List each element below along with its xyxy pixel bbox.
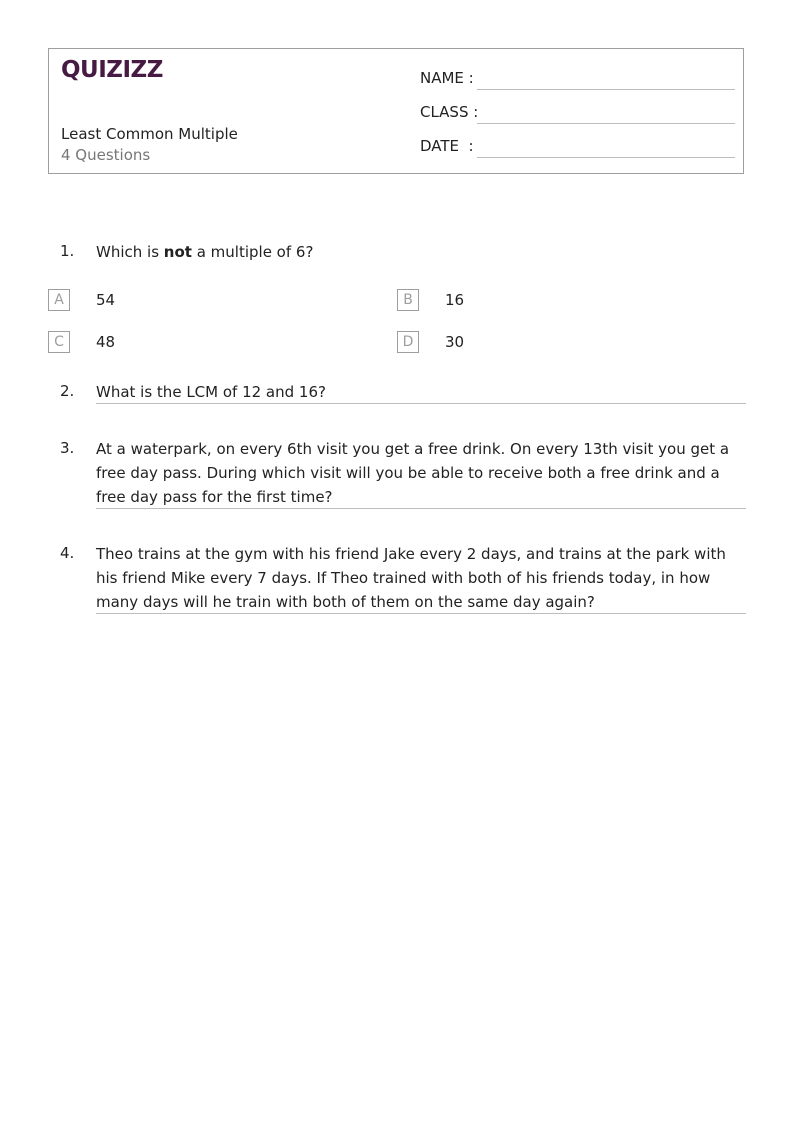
option-c-text: 48 [96, 333, 116, 351]
question-count: 4 Questions [61, 146, 151, 164]
date-label: DATE : [420, 137, 474, 155]
question-2-number: 2. [60, 382, 75, 400]
quizizz-logo: QUIZIZZ [61, 57, 163, 83]
class-label: CLASS : [420, 103, 479, 121]
worksheet-header [48, 48, 744, 174]
question-1-text-before: Which is [96, 243, 164, 261]
date-field[interactable] [420, 137, 734, 161]
question-4-answer-line[interactable] [96, 613, 746, 614]
question-1-text [96, 240, 746, 264]
question-3-number: 3. [60, 439, 75, 457]
option-a-box[interactable]: A [48, 289, 70, 311]
name-line[interactable] [477, 89, 735, 90]
name-label: NAME : [420, 69, 474, 87]
option-d-text: 30 [445, 333, 465, 351]
question-2-text: What is the LCM of 12 and 16? [96, 383, 326, 401]
class-line[interactable] [477, 123, 735, 124]
worksheet-title: Least Common Multiple [61, 125, 238, 143]
question-2-answer-line[interactable] [96, 403, 746, 404]
name-field[interactable] [420, 69, 734, 93]
option-b-text: 16 [445, 291, 465, 309]
question-4-text: Theo trains at the gym with his friend Jake every 2 days, and trains at the park with his friend Mike every 7 days. If Theo trained with both of his friends today, in how many days will he train with both of them on the same day again? [96, 545, 726, 611]
question-4-number: 4. [60, 544, 75, 562]
option-a-text: 54 [96, 291, 116, 309]
option-c-box[interactable]: C [48, 331, 70, 353]
class-field[interactable] [420, 103, 734, 127]
question-1-number: 1. [60, 242, 75, 260]
option-d-box[interactable]: D [397, 331, 419, 353]
option-b-box[interactable]: B [397, 289, 419, 311]
question-1-text-bold: not [163, 243, 192, 261]
question-3-text: At a waterpark, on every 6th visit you get a free drink. On every 13th visit you get a free day pass. During which visit will you be able to receive both a free drink and a free day pass for the first time? [96, 440, 730, 506]
question-1-text-after: a multiple of 6? [191, 243, 314, 261]
date-line[interactable] [477, 157, 735, 158]
question-3-answer-line[interactable] [96, 508, 746, 509]
